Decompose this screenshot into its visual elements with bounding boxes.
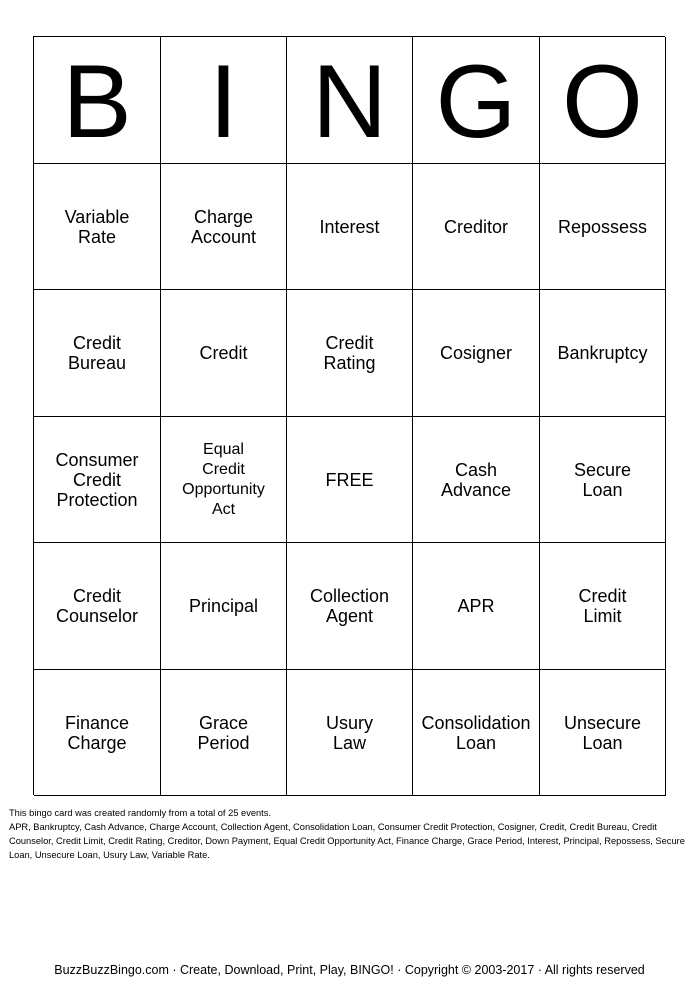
header-cell-o	[540, 37, 666, 164]
event-count-text: This bingo card was created randomly from a total of 25 events.	[9, 808, 271, 818]
cell-text: Cosigner	[439, 343, 513, 363]
bingo-cell	[161, 164, 287, 290]
bingo-cell	[540, 543, 666, 670]
bingo-cell	[34, 543, 161, 670]
cell-text: Credit Counselor	[55, 586, 139, 626]
bingo-cell	[161, 543, 287, 670]
bingo-cell	[34, 670, 161, 796]
cell-text: Creditor	[443, 216, 509, 237]
bingo-cell	[413, 670, 540, 796]
cell-text: Credit Limit	[578, 586, 627, 626]
footer-text: BuzzBuzzBingo.com · Create, Download, Print, Play, BINGO! · Copyright © 2003-2017 · All rights reserved	[54, 963, 645, 977]
cell-text: Interest	[319, 216, 380, 237]
bingo-cell	[540, 290, 666, 417]
cell-text: Grace Period	[197, 712, 250, 753]
free-text: FREE	[325, 469, 374, 490]
bingo-cell	[413, 543, 540, 670]
bingo-cell	[287, 290, 413, 417]
cell-text: Consumer Credit Protection	[55, 449, 139, 510]
header-cell-i	[161, 37, 287, 164]
cell-text: APR	[457, 596, 495, 616]
cell-text: Credit Bureau	[67, 333, 127, 373]
cell-text: Variable Rate	[64, 206, 130, 247]
bingo-cell	[287, 164, 413, 290]
bingo-cell	[540, 670, 666, 796]
cell-text: Usury Law	[325, 712, 373, 753]
bingo-cell	[540, 417, 666, 543]
bingo-cell	[540, 164, 666, 290]
bingo-cell	[161, 417, 287, 543]
bingo-cell	[287, 670, 413, 796]
event-note	[9, 806, 689, 862]
free-cell	[287, 417, 413, 543]
cell-text: Credit Rating	[323, 333, 376, 373]
header-cell-b	[34, 37, 161, 164]
bingo-card	[33, 36, 665, 795]
cell-text: Equal Credit Opportunity Act	[182, 440, 265, 518]
bingo-cell	[413, 290, 540, 417]
bingo-cell	[34, 164, 161, 290]
bingo-cell	[413, 417, 540, 543]
event-list-text: APR, Bankruptcy, Cash Advance, Charge Account, Collection Agent, Consolidation Loan, Consumer Credit Protection, Cosigner, Credit, Credit Bureau, Credit Counselor, Credit Limit, Credit Rating, Creditor, Down Payment, Equal Credit Opportunity Act, Finance Charge, Grace Period, Interest, Principal, Repossess, Secure Loan, Unsecure Loan, Usury Law, Variable Rate.	[9, 822, 685, 860]
bingo-cell	[413, 164, 540, 290]
header-letter-g: G	[435, 44, 517, 160]
cell-text: Principal	[188, 596, 259, 616]
cell-text: Consolidation Loan	[421, 712, 531, 753]
cell-text: Secure Loan	[573, 459, 632, 500]
header-letter-b: B	[62, 44, 132, 160]
cell-text: Charge Account	[190, 206, 257, 247]
header-letter-n: N	[311, 44, 388, 160]
cell-text: Unsecure Loan	[563, 712, 642, 753]
header-letter-i: I	[209, 44, 238, 160]
bingo-cell	[161, 290, 287, 417]
bingo-cell	[287, 543, 413, 670]
header-cell-n	[287, 37, 413, 164]
cell-text: Finance Charge	[64, 712, 130, 753]
cell-text: Repossess	[557, 216, 648, 237]
header-cell-g	[413, 37, 540, 164]
header-letter-o: O	[562, 44, 643, 160]
cell-text: Credit	[199, 343, 248, 363]
cell-text: Cash Advance	[440, 459, 512, 500]
bingo-cell	[34, 417, 161, 543]
cell-text: Collection Agent	[309, 586, 390, 626]
bingo-cell	[161, 670, 287, 796]
bingo-cell	[34, 290, 161, 417]
cell-text: Bankruptcy	[557, 343, 648, 363]
